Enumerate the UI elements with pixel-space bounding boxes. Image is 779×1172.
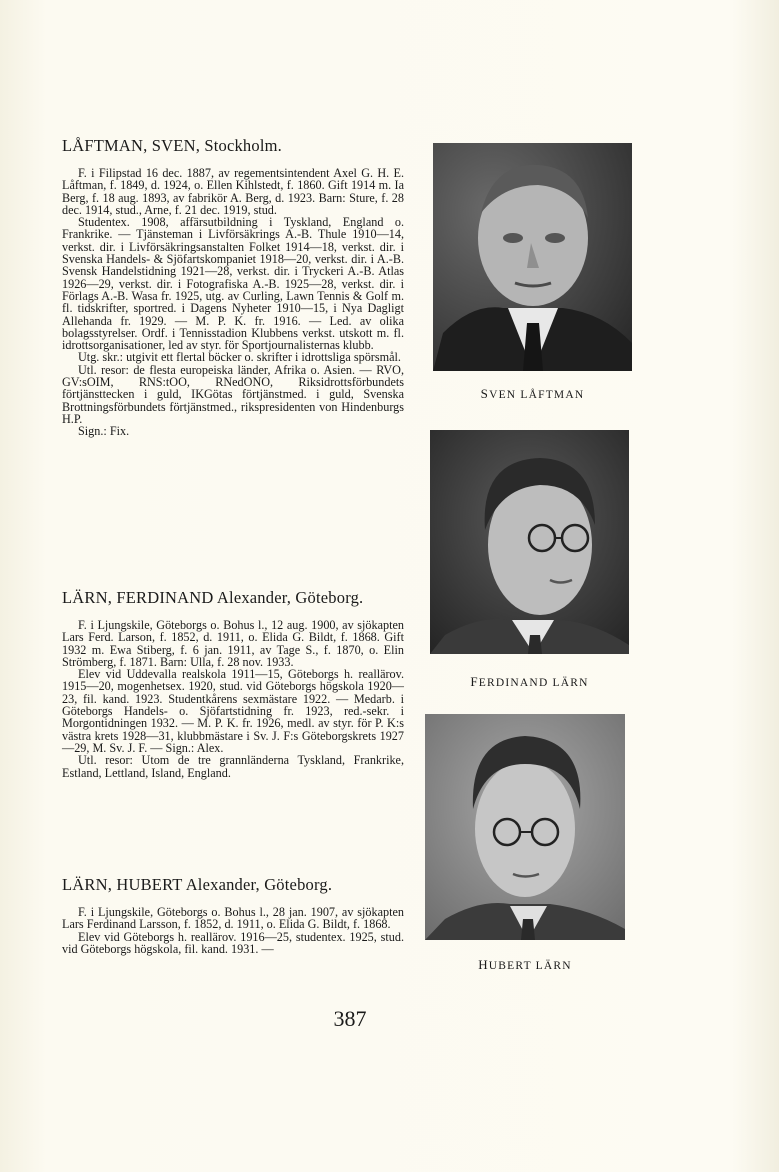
entry-paragraph: Elev vid Uddevalla realskola 1911—15, Göteborgs h. reallärov. 1915—20, mogenhetsex. 1920, stud. vid Göteborgs högskola 1920—23, fil. kand. 1923. Studentkårens sexmästare 1922. — Medarb. i Göteborgs Handels- o. Sjöfartstidning fr. 1923, red.-sekr. i Morgontidningen 1932. — M. P. K. fr. 1926, medl. av styr. för P. K:s västra krets 1928—31, klubbmästare i Sv. J. F:s Göteborgskrets 1927—29, M. Sv. J. F. — Sign.: Alex. xyxy=(62,667,404,755)
entry-paragraph: F. i Filipstad 16 dec. 1887, av regementsintendent Axel G. H. E. Låftman, f. 1849, d. 1924, o. Ellen Kihlstedt, f. 1860. Gift 1914 m. Ia Berg, f. 18 aug. 1893, av fabrikör A. Berg, d. 1923. Barn: Sture, f. 28 dec. 1914, stud., Arne, f. 21 dec. 1919, stud. xyxy=(62,166,404,217)
entry-paragraph: Studentex. 1908, affärsutbildning i Tyskland, England o. Frankrike. — Tjänsteman i Livförsäkrings A.-B. Thule 1910—14, verkst. dir. i Livförsäkringsanstalten Folket 1914—18, verkst. dir. i Svenska Handels- & Sjöfartskompaniet 1918—20, verkst. dir. i A.-B. Svensk Handelstidning 1921—28, verkst. dir. i Tryckeri A.-B. Atlas 1926—29, verkst. dir. i Fotografiska A.-B. 1925—28, verkst. dir. i Förlags A.-B. Wasa fr. 1925, utg. av Curling, Lawn Tennis & Golf m. fl. tidskrifter, sportred. i Dagens Nyheter 1910—15, i Nya Dagligt Allehanda fr. 1929. — M. P. K. fr. 1916. — Led. av olika bolagsstyrelser. Ordf. i Tennisstadion Klubbens verkst. utskott m. fl. idrottsorganisationer, led av styr. för Sportjournalisternas klubb. xyxy=(62,215,404,353)
entry-heading: LÄRN, FERDINAND Alexander, Göteborg. xyxy=(62,588,364,607)
page-number: 387 xyxy=(333,1006,367,1031)
portrait-caption: FERDINAND LÄRN xyxy=(470,674,589,689)
entry-paragraph: Sign.: Fix. xyxy=(78,424,130,439)
portrait-caption: HUBERT LÄRN xyxy=(478,957,572,972)
entry-paragraph: Utg. skr.: utgivit ett flertal böcker o. skrifter i idrottsliga spörsmål. xyxy=(78,350,401,365)
entry-heading: LÄRN, HUBERT Alexander, Göteborg. xyxy=(62,875,333,894)
entry-heading: LÅFTMAN, SVEN, Stockholm. xyxy=(62,136,282,155)
entry-paragraph: Elev vid Göteborgs h. reallärov. 1916—25, studentex. 1925, stud. vid Göteborgs högskola, fil. kand. 1931. — xyxy=(62,929,404,956)
biography-entry-ferdinand-larn xyxy=(62,588,404,779)
portrait-photo-sven-laftman xyxy=(433,143,632,371)
entry-paragraph: Utl. resor: Utom de tre grannländerna Tyskland, Frankrike, Estland, Lettland, Island, England. xyxy=(62,753,404,780)
portrait-image xyxy=(425,714,625,940)
entry-paragraph: F. i Ljungskile, Göteborgs o. Bohus l., 28 jan. 1907, av sjökapten Lars Ferdinand Larsson, f. 1852, d. 1911, o. Elida G. Bildt, f. 1868. xyxy=(62,905,404,932)
portrait-photo-hubert-larn xyxy=(425,714,625,940)
portrait-image xyxy=(433,143,632,371)
portrait-image xyxy=(430,430,629,654)
portrait-caption: SVEN LÅFTMAN xyxy=(480,386,585,401)
entry-paragraph: F. i Ljungskile, Göteborgs o. Bohus l., 12 aug. 1900, av sjökapten Lars Ferd. Larson, f. 1852, d. 1911, o. Elida G. Bildt, f. 1868. Gift 1932 m. Ewa Stiberg, f. 6 jan. 1911, av Tage S., f. 1870, o. Elin Strömberg, f. 1871. Barn: Ulla, f. 28 nov. 1933. xyxy=(62,618,404,669)
biography-entry-laftman xyxy=(62,136,404,438)
entry-paragraph: Utl. resor: de flesta europeiska länder, Afrika o. Asien. — RVO, GV:sOIM, RNS:tOO, RNedONO, Riksidrottsförbundets förtjänsttecken i guld, IKGötas förtjänstmed. i guld, Svenska Brottningsförbundets förtjänstmed., rikspresidenten von Hindenburgs H.P. xyxy=(62,362,404,426)
portrait-photo-ferdinand-larn xyxy=(430,430,629,654)
biography-entry-hubert-larn xyxy=(62,875,404,955)
